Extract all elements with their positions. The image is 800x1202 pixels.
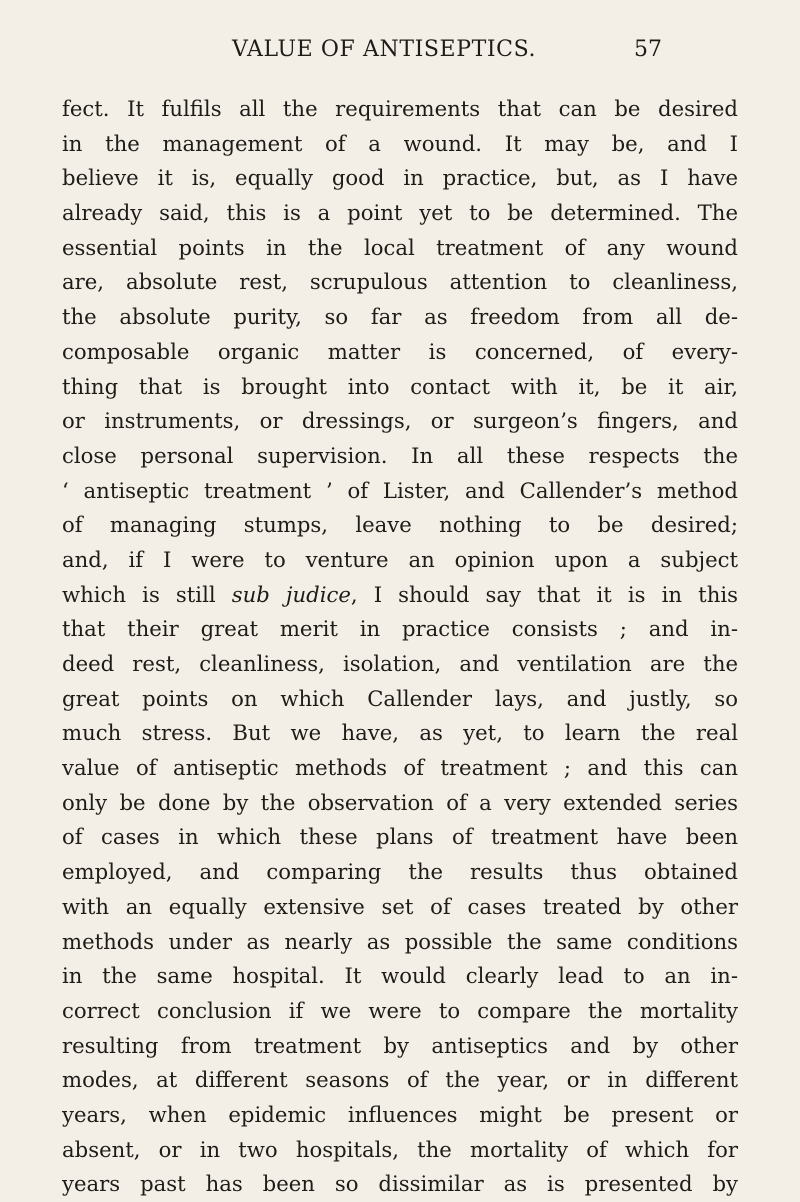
text-line: modes, at different seasons of the year, or in different bbox=[62, 1067, 738, 1093]
text-line: that their great merit in practice consists ; and in- bbox=[62, 616, 738, 642]
text-line: years past has been so dissimilar as is presented by bbox=[62, 1171, 738, 1197]
text-line: the absolute purity, so far as freedom from all de- bbox=[62, 304, 738, 330]
text-line: deed rest, cleanliness, isolation, and ventilation are the bbox=[62, 651, 738, 676]
text-line: in the same hospital. It would clearly lead to an in- bbox=[62, 963, 738, 989]
text-line-with-italic bbox=[62, 578, 738, 613]
text-segment: , I should say that it is in this bbox=[350, 581, 738, 607]
text-line: absent, or in two hospitals, the mortality of which for bbox=[62, 1136, 738, 1162]
text-line: in the management of a wound. It may be, and I bbox=[62, 130, 738, 156]
page-number: 57 bbox=[634, 37, 662, 62]
running-title: VALUE OF ANTISEPTICS. bbox=[232, 37, 537, 62]
text-line: resulting from treatment by antiseptics and by other bbox=[62, 1032, 738, 1058]
text-line: close personal supervision. In all these respects the bbox=[62, 442, 738, 468]
text-line: years, when epidemic influences might be present or bbox=[62, 1101, 738, 1127]
text-line: ‘ antiseptic treatment ’ of Lister, and Callender’s method bbox=[62, 477, 738, 503]
text-line: employed, and comparing the results thus obtained bbox=[62, 859, 738, 885]
body-text bbox=[62, 92, 738, 1202]
page-header bbox=[0, 30, 800, 70]
text-line: fect. It fulfils all the requirements that can be desired bbox=[62, 96, 738, 121]
text-line: thing that is brought into contact with it, be it air, bbox=[62, 373, 738, 399]
text-line: or instruments, or dressings, or surgeon’s fingers, and bbox=[62, 408, 738, 434]
text-line: methods under as nearly as possible the same conditions bbox=[62, 928, 738, 954]
text-line: and, if I were to venture an opinion upon a subject bbox=[62, 546, 738, 572]
italic-phrase: sub judice bbox=[231, 581, 351, 607]
text-line: with an equally extensive set of cases treated by other bbox=[62, 893, 738, 919]
text-line: are, absolute rest, scrupulous attention to cleanliness, bbox=[62, 269, 738, 295]
text-line: great points on which Callender lays, and justly, so bbox=[62, 685, 738, 711]
text-segment: which is still bbox=[62, 581, 232, 607]
text-line: essential points in the local treatment of any wound bbox=[62, 234, 738, 260]
text-line: believe it is, equally good in practice, but, as I have bbox=[62, 165, 738, 191]
text-line: of managing stumps, leave nothing to be desired; bbox=[62, 512, 738, 538]
text-line: correct conclusion if we were to compare the mortality bbox=[62, 997, 738, 1023]
text-line: composable organic matter is concerned, of every- bbox=[62, 338, 738, 364]
text-line: of cases in which these plans of treatment have been bbox=[62, 824, 738, 850]
text-line: much stress. But we have, as yet, to learn the real bbox=[62, 720, 738, 746]
text-line: value of antiseptic methods of treatment ; and this can bbox=[62, 755, 738, 781]
text-line: only be done by the observation of a very extended series bbox=[62, 789, 738, 815]
text-line: already said, this is a point yet to be determined. The bbox=[62, 200, 738, 226]
